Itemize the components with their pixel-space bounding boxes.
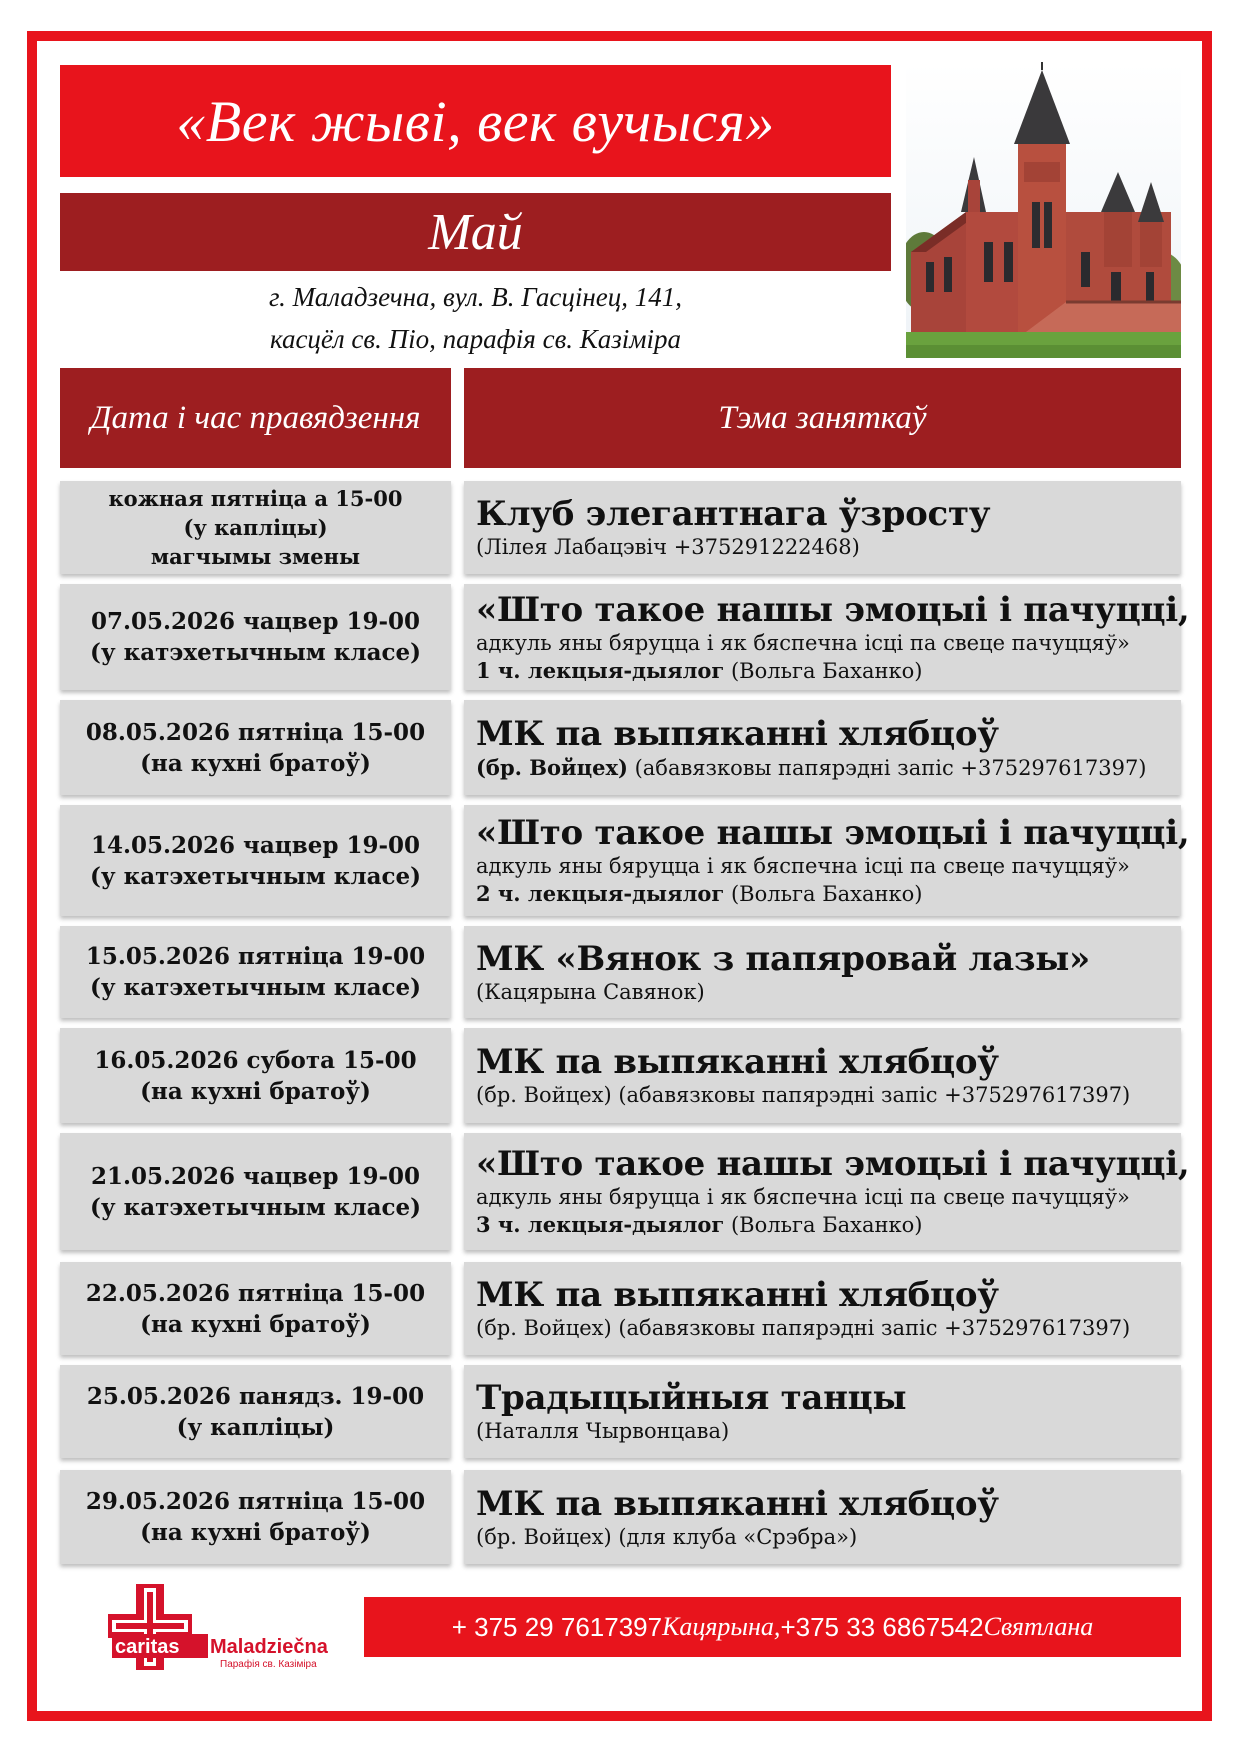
- topic-subtitle: (Лілея Лабацэвіч +375291222468): [476, 535, 860, 559]
- topic-subtitle: (бр. Войцех) (абавязковы папярэдні запіс +375297617397): [476, 1083, 1131, 1107]
- topic-subtitle: (бр. Войцех) (для клуба «Срэбра»): [476, 1524, 858, 1549]
- topic-title: МК «Вянок з папяровай лазы»: [476, 938, 1091, 979]
- schedule-topic-cell: [464, 1028, 1181, 1123]
- schedule-topic-cell: [464, 1365, 1181, 1458]
- topic-host: (бр. Войцех): [476, 754, 628, 780]
- topic-title: «Што такое нашы эмоцыі і пачуцці,: [476, 589, 1190, 630]
- date-line: 16.05.2026 субота 15-00: [94, 1046, 417, 1074]
- lecture-part: 2 ч. лекцыя-дыялог: [476, 881, 725, 906]
- lecture-speaker: (Вольга Баханко): [724, 882, 923, 906]
- column-header-topic: [464, 368, 1181, 468]
- topic-title: МК па выпяканні хлябцоў: [476, 1042, 999, 1082]
- caritas-cross-icon: [96, 1578, 362, 1676]
- date-line: (у катэхетычным класе): [90, 862, 421, 890]
- month-title: Май: [428, 203, 523, 261]
- contact-banner: [364, 1597, 1181, 1657]
- contact-phone-2[interactable]: +375 33 6867542: [780, 1611, 984, 1642]
- logo-parish: Парафія св. Казіміра: [220, 1659, 317, 1670]
- schedule-topic-cell: [464, 1133, 1190, 1250]
- topic-subtitle: (Наталля Чырвонцава): [476, 1419, 730, 1443]
- church-illustration: [906, 62, 1181, 358]
- topic-title: «Што такое нашы эмоцыі і пачуцці,: [476, 1144, 1190, 1184]
- schedule-date-cell: [60, 700, 451, 795]
- topic-lecture-line: [476, 1211, 1181, 1239]
- date-line: 15.05.2026 пятніца 19-00: [85, 943, 426, 970]
- date-line: (на кухні братоў): [140, 1077, 371, 1105]
- date-line: 08.05.2026 пятніца 15-00: [85, 718, 426, 746]
- schedule-date-cell: [60, 1365, 451, 1458]
- topic-subtitle: адкуль яны бяруцца і як бяспечна ісці па свеце пачуццяў»: [476, 854, 1130, 878]
- date-line: кожная пятніца а 15-00: [108, 486, 403, 511]
- date-line: (у катэхетычным класе): [90, 974, 421, 1001]
- date-line: (у катэхетычным класе): [90, 639, 421, 666]
- schedule-topic-cell: [464, 700, 1181, 795]
- contact-name-2: Святлана: [983, 1612, 1094, 1641]
- topic-title: МК па выпяканні хлябцоў: [476, 1483, 999, 1524]
- topic-note: (абавязковы папярэдні запіс +375297617397): [627, 755, 1147, 780]
- schedule-date-cell: [60, 1028, 451, 1123]
- lecture-speaker: (Вольга Баханко): [724, 1213, 923, 1237]
- address-line-2: касцёл св. Піо, парафія св. Казіміра: [269, 324, 682, 354]
- date-line: магчымы змены: [150, 544, 361, 569]
- date-line: (на кухні братоў): [140, 1519, 371, 1546]
- schedule-topic-cell: [464, 805, 1190, 916]
- schedule-date-cell: [60, 1470, 451, 1564]
- schedule-topic-cell: [464, 926, 1181, 1018]
- date-line: (у катэхетычным класе): [90, 1193, 421, 1221]
- topic-title: МК па выпяканні хлябцоў: [476, 1275, 999, 1315]
- date-line: (у капліцы): [183, 515, 328, 540]
- schedule-date-cell: [60, 481, 451, 574]
- schedule-topic-cell: [464, 584, 1190, 690]
- date-line: 14.05.2026 чацвер 19-00: [90, 831, 421, 859]
- topic-lecture-line: [476, 880, 1181, 908]
- date-line: (у капліцы): [176, 1413, 335, 1441]
- topic-title: МК па выпяканні хлябцоў: [476, 713, 999, 754]
- topic-subtitle: (бр. Войцех) (абавязковы папярэдні запіс +375297617397): [476, 1316, 1131, 1340]
- topic-subtitle: (Кацярына Савянок): [476, 979, 705, 1004]
- lecture-part: 1 ч. лекцыя-дыялог: [476, 657, 725, 683]
- schedule-date-cell: [60, 926, 451, 1018]
- month-banner: [60, 193, 891, 271]
- date-line: 25.05.2026 панядз. 19-00: [86, 1382, 425, 1410]
- topic-title: Клуб элегантнага ўзросту: [476, 494, 991, 534]
- title-banner: [60, 65, 891, 177]
- page-title: «Век жывi, век вучыся»: [176, 88, 775, 154]
- schedule-topic-cell: [464, 1262, 1181, 1355]
- column-header-topic-label: Тэма заняткаў: [718, 399, 927, 436]
- lecture-speaker: (Вольга Баханко): [724, 658, 923, 683]
- column-header-date: [60, 368, 451, 468]
- topic-title: «Што такое нашы эмоцыі і пачуцці,: [476, 813, 1190, 853]
- date-line: 07.05.2026 чацвер 19-00: [90, 608, 421, 635]
- contact-name-1: Кацярына,: [662, 1612, 781, 1641]
- church-image: [906, 62, 1181, 358]
- date-line: (на кухні братоў): [140, 749, 371, 777]
- topic-subtitle: адкуль яны бяруцца і як бяспечна ісці па свеце пачуццяў»: [476, 630, 1130, 655]
- date-line: (на кухні братоў): [140, 1310, 371, 1338]
- date-line: 29.05.2026 пятніца 15-00: [85, 1488, 426, 1515]
- schedule-date-cell: [60, 1133, 451, 1250]
- address-line-1: г. Маладзечна, вул. В. Гасцінец, 141,: [268, 282, 683, 312]
- caritas-logo: [96, 1578, 362, 1676]
- lecture-part: 3 ч. лекцыя-дыялог: [476, 1212, 725, 1237]
- logo-word: caritas: [115, 1636, 180, 1658]
- topic-subtitle: адкуль яны бяруцца і як бяспечна ісці па свеце пачуццяў»: [476, 1185, 1130, 1209]
- topic-title: Традыцыйныя танцы: [476, 1378, 907, 1418]
- topic-lecture-line: [476, 657, 1181, 685]
- column-header-date-label: Дата і час правядзення: [90, 399, 421, 436]
- contact-phone-1[interactable]: + 375 29 7617397: [451, 1611, 663, 1642]
- topic-subtitle: [476, 754, 1181, 782]
- schedule-date-cell: [60, 584, 451, 690]
- schedule-date-cell: [60, 805, 451, 916]
- date-line: 21.05.2026 чацвер 19-00: [90, 1162, 421, 1190]
- schedule-date-cell: [60, 1262, 451, 1355]
- date-line: 22.05.2026 пятніца 15-00: [85, 1279, 426, 1307]
- schedule-topic-cell: [464, 1470, 1181, 1564]
- logo-city: Maladziečna: [210, 1636, 328, 1658]
- schedule-topic-cell: [464, 481, 1181, 574]
